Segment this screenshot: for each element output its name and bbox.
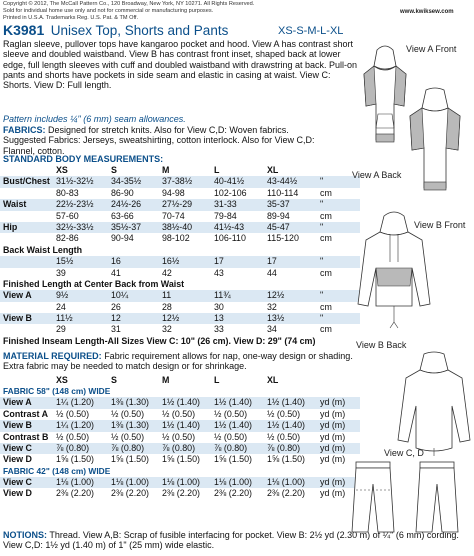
material-section (3, 351, 359, 372)
table-cell: ½ (0.50) (267, 408, 301, 419)
table-cell: 10¼ (111, 290, 129, 301)
table-cell: 31½-32½ (56, 176, 94, 187)
unit-cell: " (320, 290, 324, 301)
table-cell: 1½ (1.40) (267, 420, 305, 431)
row-label: View D (3, 454, 32, 465)
material-table (0, 375, 360, 500)
notions-label: NOTIONS: (3, 530, 47, 540)
fabrics-text: Designed for stretch knits. Also for View C,D: Woven fabrics. (48, 125, 289, 135)
table-cell: ⅞ (0.80) (267, 442, 301, 453)
table-cell: ½ (0.50) (267, 431, 301, 442)
table-cell: 1⅝ (1.50) (267, 454, 305, 465)
table-cell: 57-60 (56, 210, 79, 221)
table-cell: 17 (214, 256, 224, 267)
table-cell: 63-66 (111, 210, 134, 221)
unit-cell: yd (m) (320, 454, 346, 465)
view-c-d-illustration (350, 460, 470, 534)
table-row (0, 256, 360, 267)
unit-cell: " (320, 256, 324, 267)
table-cell: 2⅜ (2.20) (214, 488, 252, 499)
column-header: L (214, 375, 220, 385)
table-cell: 35½-37 (111, 221, 142, 232)
table-cell: 1½ (1.40) (214, 420, 252, 431)
table-cell: 1⅝ (1.50) (214, 454, 252, 465)
table-cell: 1⅝ (1.50) (111, 454, 149, 465)
table-cell: 1½ (1.40) (267, 397, 305, 408)
table-cell: 13½ (267, 313, 285, 324)
table-cell: 32 (162, 324, 172, 335)
table-cell: 33 (214, 324, 224, 335)
unit-cell: " (320, 199, 324, 210)
finished-length-label: Finished Length at Center Back from Waist (3, 278, 185, 289)
back-waist-label: Back Waist Length (3, 244, 83, 255)
table-row (0, 211, 360, 222)
table-cell: 37-38½ (162, 176, 193, 187)
table-row (0, 432, 360, 443)
table-cell: ½ (0.50) (56, 408, 90, 419)
table-cell: 26 (111, 301, 121, 312)
table-cell: 42 (162, 267, 172, 278)
view-b-back-illustration (394, 352, 474, 456)
copyright-line: Sold for individual home use only and not for commercial or manufacturing purposes. (3, 8, 214, 15)
table-cell: 82-86 (56, 233, 79, 244)
subheading-row (0, 279, 360, 290)
table-cell: 2⅜ (2.20) (267, 488, 305, 499)
table-cell: 16 (111, 256, 121, 267)
row-label: Contrast A (3, 408, 49, 419)
table-row (0, 477, 360, 488)
column-header: XS (56, 375, 68, 385)
view-b-back-label: View B Back (356, 340, 407, 350)
table-row (0, 443, 360, 454)
table-cell: 11¾ (214, 290, 231, 301)
table-cell: 1½ (1.40) (214, 397, 252, 408)
table-cell: 39 (56, 267, 66, 278)
table-row (0, 454, 360, 465)
row-label: View C (3, 442, 32, 453)
table-cell: 1¼ (1.20) (56, 420, 94, 431)
table-cell: 2⅜ (2.20) (162, 488, 200, 499)
unit-cell: yd (m) (320, 408, 346, 419)
description: Raglan sleeve, pullover tops have kangaroo pocket and hood. View A has contrast short sleeve and doubled waistband. View B has contrast front inset, shaped back at lower edge, full length sleeves with cuff and doubled waistband with drawstring at back. Pull-on pants and shorts have pockets in side seam and elastic in casing at waist. View C: Shorts. View D: Full length. (3, 39, 358, 91)
table-cell: 31 (111, 324, 121, 335)
table-cell: 15½ (56, 256, 74, 267)
table-cell: ⅞ (0.80) (56, 442, 90, 453)
table-cell: ½ (0.50) (162, 431, 196, 442)
table-cell: 41 (111, 267, 121, 278)
unit-cell: yd (m) (320, 488, 346, 499)
table-cell: 45-47 (267, 221, 290, 232)
table-cell: 11½ (56, 313, 73, 324)
table-cell: 98-102 (162, 233, 190, 244)
material-label: MATERIAL REQUIRED: (3, 351, 102, 361)
table-cell: 80-83 (56, 187, 79, 198)
table-cell: 12 (111, 313, 121, 324)
table-row (0, 222, 360, 233)
notions-text: Thread. View A,B: Scrap of fusible interfacing for pocket. View B: 2½ yd (2.30 m) of ¼" (6 mm) cording. View C,D: 1½ yd (1.40 m) of 1" (25 mm) wide elastic. (3, 530, 459, 551)
table-cell: 1⅜ (1.30) (111, 420, 149, 431)
column-header: XS (56, 165, 68, 175)
table-cell: 32 (267, 301, 277, 312)
table-cell: ⅞ (0.80) (111, 442, 145, 453)
unit-cell: cm (320, 233, 332, 244)
view-a-front-label: View A Front (406, 44, 457, 54)
unit-cell: yd (m) (320, 476, 346, 487)
table-cell: 43 (214, 267, 224, 278)
unit-cell: yd (m) (320, 431, 346, 442)
table-row (0, 290, 360, 301)
inseam-note: Finished Inseam Length-All Sizes View C: 10" (26 cm). View D: 29" (74 cm) (3, 335, 316, 346)
column-header: S (111, 165, 117, 175)
view-a-front-illustration (360, 44, 410, 162)
table-row (0, 188, 360, 199)
unit-cell: " (320, 176, 324, 187)
table-cell: 70-74 (162, 210, 185, 221)
table-cell: 43-44½ (267, 176, 298, 187)
unit-cell: " (320, 313, 324, 324)
page-title: Unisex Top, Shorts and Pants (50, 23, 229, 38)
table-cell: 1½ (1.40) (162, 397, 200, 408)
table-row (0, 302, 360, 313)
table-cell: 1⅝ (1.50) (162, 454, 200, 465)
table-row (0, 420, 360, 431)
table-row (0, 233, 360, 244)
table-cell: 27½-29 (162, 199, 193, 210)
table-header-row (0, 375, 360, 386)
table-cell: 90-94 (111, 233, 134, 244)
fabric-42-heading: FABRIC 42" (148 cm) WIDE (3, 465, 111, 476)
table-cell: 29 (56, 324, 66, 335)
table-cell: 1¼ (1.20) (56, 397, 94, 408)
row-label: View B (3, 420, 32, 431)
table-cell: 16½ (162, 256, 180, 267)
row-label: Bust/Chest (3, 176, 50, 187)
table-cell: ⅞ (0.80) (214, 442, 248, 453)
table-cell: 11 (162, 290, 172, 301)
copyright-line: Copyright © 2012, The McCall Pattern Co., 120 Broadway, New York, NY 10271. All Rights Reserved. (3, 1, 255, 7)
table-cell: 9½ (56, 290, 69, 301)
unit-cell: cm (320, 301, 332, 312)
table-cell: 2⅜ (2.20) (111, 488, 149, 499)
table-row (0, 409, 360, 420)
unit-cell: cm (320, 324, 332, 335)
table-cell: 38½-40 (162, 221, 193, 232)
row-label: View A (3, 397, 32, 408)
body-measurements-table (0, 165, 360, 347)
table-cell: 35-37 (267, 199, 290, 210)
fabrics-section (3, 125, 343, 156)
table-cell: 12½ (162, 313, 180, 324)
table-cell: 1⅛ (1.00) (267, 476, 305, 487)
table-cell: 34 (267, 324, 277, 335)
table-cell: 17 (267, 256, 277, 267)
unit-cell: cm (320, 267, 332, 278)
unit-cell: cm (320, 187, 332, 198)
table-cell: ⅞ (0.80) (162, 442, 196, 453)
column-header: L (214, 165, 220, 175)
table-row (0, 488, 360, 499)
table-cell: 1⅛ (1.00) (214, 476, 252, 487)
view-b-front-label: View B Front (414, 220, 466, 230)
subheading-row (0, 245, 360, 256)
row-label: View C (3, 476, 32, 487)
column-header: M (162, 165, 170, 175)
table-row (0, 176, 360, 187)
copyright-notice (3, 1, 343, 23)
table-cell: 34-35½ (111, 176, 142, 187)
row-label: View B (3, 313, 32, 324)
table-row (0, 313, 360, 324)
table-cell: 24½-26 (111, 199, 142, 210)
fabric-58-heading: FABRIC 58" (148 cm) WIDE (3, 386, 111, 397)
table-cell: 1⅝ (1.50) (56, 454, 94, 465)
column-header: XL (267, 165, 279, 175)
row-label: Waist (3, 199, 27, 210)
website-link[interactable]: www.kwiksew.com (400, 9, 454, 15)
unit-cell: " (320, 221, 324, 232)
table-cell: ½ (0.50) (214, 431, 248, 442)
table-cell: 41½-43 (214, 221, 245, 232)
inseam-row (0, 336, 360, 347)
table-cell: 31-33 (214, 199, 237, 210)
table-cell: 102-106 (214, 187, 247, 198)
pattern-includes: Pattern includes ¼" (6 mm) seam allowances. (3, 114, 186, 124)
table-cell: 44 (267, 267, 277, 278)
table-row (0, 324, 360, 335)
table-cell: 28 (162, 301, 172, 312)
table-cell: 110-114 (267, 187, 299, 198)
table-cell: 1½ (1.40) (162, 420, 200, 431)
table-cell: 1⅜ (1.30) (111, 397, 149, 408)
material-text: Fabric requirement allows for nap, one-way design or shading. Extra fabric may be needed to match design or for shrinkage. (3, 351, 353, 372)
table-cell: 30 (214, 301, 224, 312)
table-cell: ½ (0.50) (162, 408, 196, 419)
pattern-number: K3981 (3, 22, 45, 38)
table-cell: 40-41½ (214, 176, 245, 187)
table-cell: 22½-23½ (56, 199, 94, 210)
row-label: View D (3, 488, 32, 499)
copyright-line: Printed in U.S.A. Trademarks Reg. U.S. Pat. & TM Off. (3, 15, 139, 22)
column-header: XL (267, 375, 279, 385)
column-header: S (111, 375, 117, 385)
table-cell: 24 (56, 301, 66, 312)
unit-cell: yd (m) (320, 442, 346, 453)
table-cell: ½ (0.50) (111, 431, 145, 442)
table-row (0, 268, 360, 279)
table-cell: 32½-33½ (56, 221, 94, 232)
table-cell: 106-110 (214, 233, 246, 244)
table-cell: ½ (0.50) (56, 431, 90, 442)
table-cell: 94-98 (162, 187, 185, 198)
table-cell: 2⅜ (2.20) (56, 488, 94, 499)
column-header: M (162, 375, 170, 385)
table-cell: 12½ (267, 290, 285, 301)
body-measurements-heading: STANDARD BODY MEASUREMENTS: (3, 154, 164, 164)
suggested-fabrics: Suggested Fabrics: Jerseys, sweatshirting, cotton interlock. Also for View C,D: Flannel, cotton. (3, 135, 315, 156)
table-cell: 79-84 (214, 210, 237, 221)
size-range: XS-S-M-L-XL (278, 25, 344, 37)
unit-cell: cm (320, 210, 332, 221)
table-row (0, 199, 360, 210)
unit-cell: yd (m) (320, 397, 346, 408)
table-cell: 13 (214, 313, 224, 324)
table-header-row (0, 165, 360, 176)
table-row (0, 397, 360, 408)
row-label: Hip (3, 221, 18, 232)
table-cell: 1⅛ (1.00) (56, 476, 94, 487)
view-a-back-illustration (404, 88, 466, 208)
table-cell: 89-94 (267, 210, 290, 221)
row-label: View A (3, 290, 32, 301)
view-c-d-label: View C, D (384, 448, 424, 458)
table-cell: ½ (0.50) (111, 408, 145, 419)
fabrics-label: FABRICS: (3, 125, 46, 135)
table-cell: 1⅛ (1.00) (111, 476, 149, 487)
table-cell: 115-120 (267, 233, 299, 244)
table-cell: ½ (0.50) (214, 408, 248, 419)
view-a-back-label: View A Back (352, 170, 402, 180)
unit-cell: yd (m) (320, 420, 346, 431)
table-cell: 86-90 (111, 187, 134, 198)
table-cell: 1⅛ (1.00) (162, 476, 200, 487)
row-label: Contrast B (3, 431, 49, 442)
